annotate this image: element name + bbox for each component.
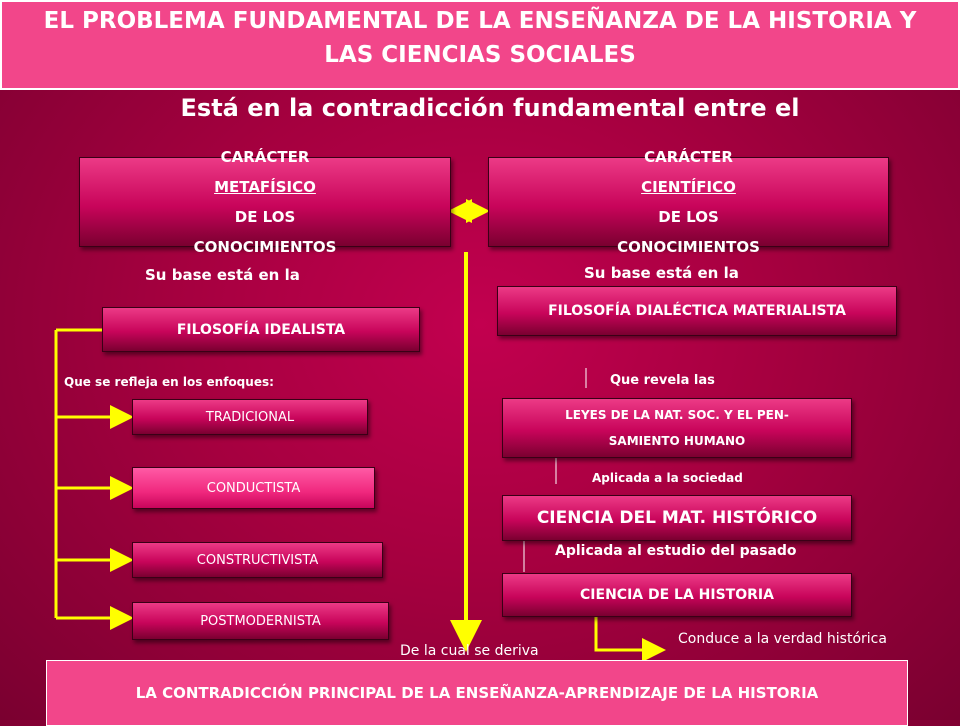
materialist-philosophy-box: FILOSOFÍA DIALÉCTICA MATERIALISTA (497, 286, 897, 336)
enfoque-conductista: CONDUCTISTA (132, 467, 375, 509)
enfoque-constructivista: CONSTRUCTIVISTA (132, 542, 383, 578)
revela-label: Que revela las (610, 373, 715, 388)
aplicada-sociedad-label: Aplicada a la sociedad (592, 471, 743, 485)
right-base-label: Su base está en la (584, 264, 739, 282)
leyes-line1: LEYES DE LA NAT. SOC. Y EL PEN- (565, 408, 789, 422)
leyes-box (502, 398, 852, 458)
scientific-box (488, 148, 889, 256)
conduce-label: Conduce a la verdad histórica (678, 631, 887, 647)
scientific-pre: CARÁCTER (644, 148, 733, 166)
left-base-label: Su base está en la (145, 266, 300, 284)
enfoque-postmodernista: POSTMODERNISTA (132, 602, 389, 640)
leyes-line2: SAMIENTO HUMANO (608, 434, 746, 448)
metaphysical-post: DE LOS (234, 208, 296, 226)
metaphysical-keyword: METAFÍSICO (214, 178, 316, 196)
scientific-keyword: CIENTÍFICO (641, 178, 736, 196)
subtitle: Está en la contradicción fundamental entre el (180, 94, 800, 122)
ciencia-historia-box: CIENCIA DE LA HISTORIA (502, 573, 852, 617)
enfoques-label: Que se refleja en los enfoques: (64, 375, 274, 389)
enfoque-tradicional: TRADICIONAL (132, 399, 368, 435)
scientific-line2: CONOCIMIENTOS (617, 238, 760, 256)
idealist-philosophy-box: FILOSOFÍA IDEALISTA (102, 307, 420, 352)
main-contradiction-box: LA CONTRADICCIÓN PRINCIPAL DE LA ENSEÑANZA-APRENDIZAJE DE LA HISTORIA (46, 660, 908, 726)
metaphysical-line2: CONOCIMIENTOS (193, 238, 337, 256)
arrow-verdad (596, 616, 660, 650)
metaphysical-pre: CARÁCTER (220, 148, 310, 166)
aplicada-pasado-label: Aplicada al estudio del pasado (555, 543, 797, 559)
metaphysical-box (79, 148, 451, 256)
scientific-post: DE LOS (658, 208, 719, 226)
page-title: EL PROBLEMA FUNDAMENTAL DE LA ENSEÑANZA DE LA HISTORIA Y LAS CIENCIAS SOCIALES (43, 8, 917, 68)
ciencia-mat-box: CIENCIA DEL MAT. HISTÓRICO (502, 495, 852, 541)
deriva-label: De la cual se deriva (400, 643, 539, 659)
